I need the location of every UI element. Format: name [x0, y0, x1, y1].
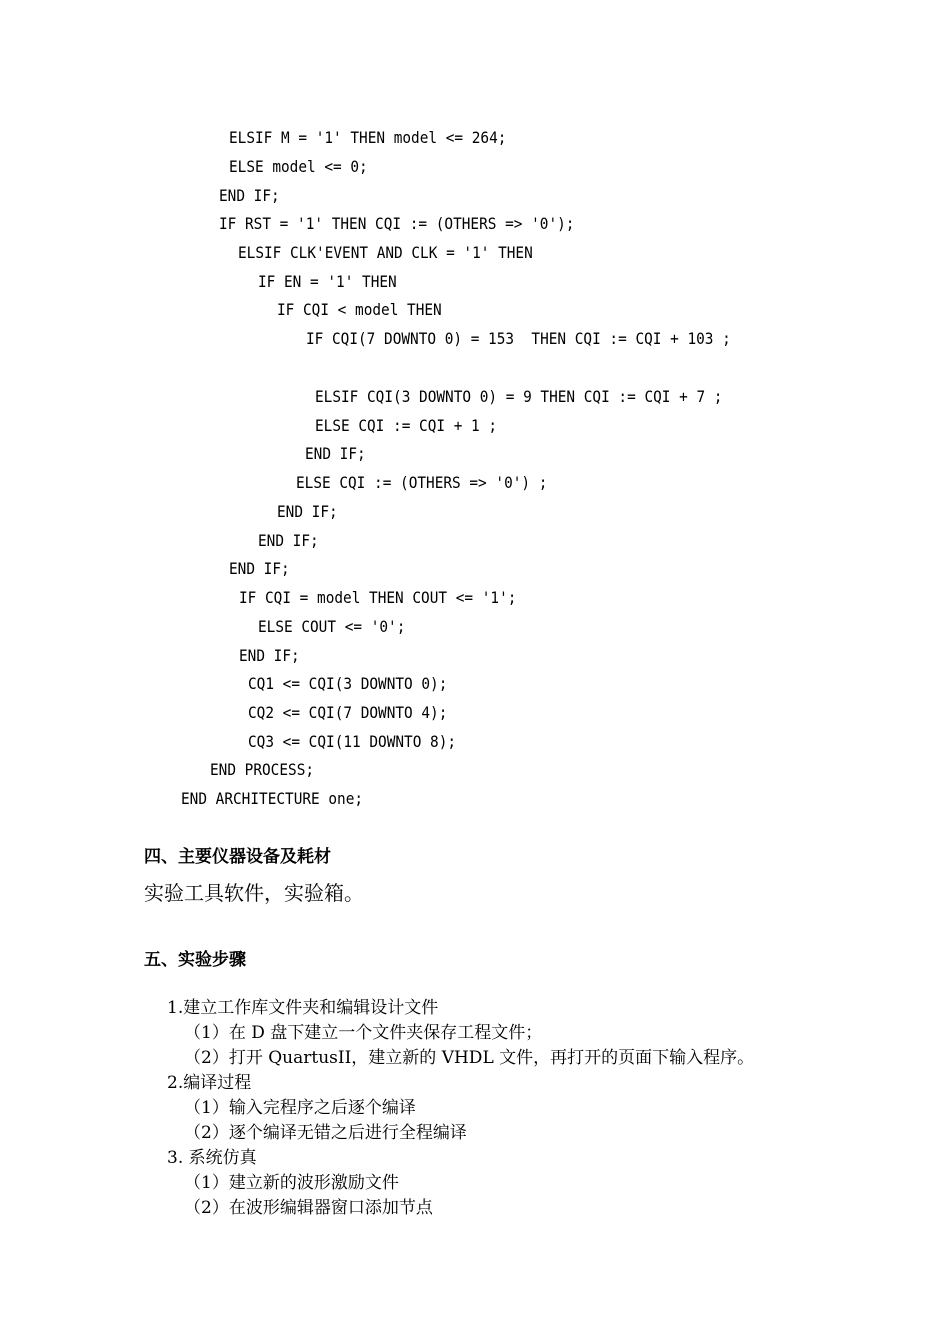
- step-item: 3. 系统仿真: [167, 1148, 257, 1168]
- code-line: ELSIF CQI(3 DOWNTO 0) = 9 THEN CQI := CQI + 7 ;: [315, 387, 723, 406]
- step-item: （1）在 D 盘下建立一个文件夹保存工程文件；: [184, 1023, 543, 1043]
- code-line: IF CQI = model THEN COUT <= '1';: [239, 588, 517, 607]
- code-line: END IF;: [277, 502, 338, 521]
- code-line: CQ1 <= CQI(3 DOWNTO 0);: [248, 674, 448, 693]
- step-item: （2）在波形编辑器窗口添加节点: [184, 1198, 433, 1218]
- code-line: IF EN = '1' THEN: [258, 272, 397, 291]
- code-line: CQ2 <= CQI(7 DOWNTO 4);: [248, 703, 448, 722]
- code-line: END IF;: [239, 646, 300, 665]
- section-4-body: 实验工具软件，实验箱。: [144, 881, 364, 905]
- section-5-heading: 五、实验步骤: [144, 950, 246, 970]
- step-item: 2.编译过程: [167, 1073, 252, 1093]
- code-line: END PROCESS;: [210, 760, 315, 779]
- code-line: ELSE COUT <= '0';: [258, 617, 406, 636]
- code-line: IF CQI(7 DOWNTO 0) = 153 THEN CQI := CQI + 103 ;: [306, 329, 731, 348]
- step-item: （2）打开 QuartusII，建立新的 VHDL 文件，再打开的页面下输入程序。: [184, 1048, 755, 1068]
- code-line: CQ3 <= CQI(11 DOWNTO 8);: [248, 732, 457, 751]
- step-item: 1.建立工作库文件夹和编辑设计文件: [167, 998, 439, 1018]
- code-line: ELSIF CLK'EVENT AND CLK = '1' THEN: [238, 243, 533, 262]
- code-line: END IF;: [258, 531, 319, 550]
- step-item: （2）逐个编译无错之后进行全程编译: [184, 1123, 467, 1143]
- code-line: ELSE CQI := (OTHERS => '0') ;: [296, 473, 548, 492]
- code-line: ELSIF M = '1' THEN model <= 264;: [229, 128, 507, 147]
- section-4-heading: 四、主要仪器设备及耗材: [144, 847, 331, 867]
- code-line: END IF;: [219, 186, 280, 205]
- code-line: IF CQI < model THEN: [277, 300, 442, 319]
- code-line: END IF;: [229, 559, 290, 578]
- code-line: END IF;: [305, 444, 366, 463]
- step-item: （1）建立新的波形激励文件: [184, 1173, 399, 1193]
- code-line: END ARCHITECTURE one;: [181, 789, 364, 808]
- code-line: IF RST = '1' THEN CQI := (OTHERS => '0');: [219, 214, 575, 233]
- code-line: ELSE model <= 0;: [229, 157, 368, 176]
- step-item: （1）输入完程序之后逐个编译: [184, 1098, 416, 1118]
- code-line: ELSE CQI := CQI + 1 ;: [315, 416, 498, 435]
